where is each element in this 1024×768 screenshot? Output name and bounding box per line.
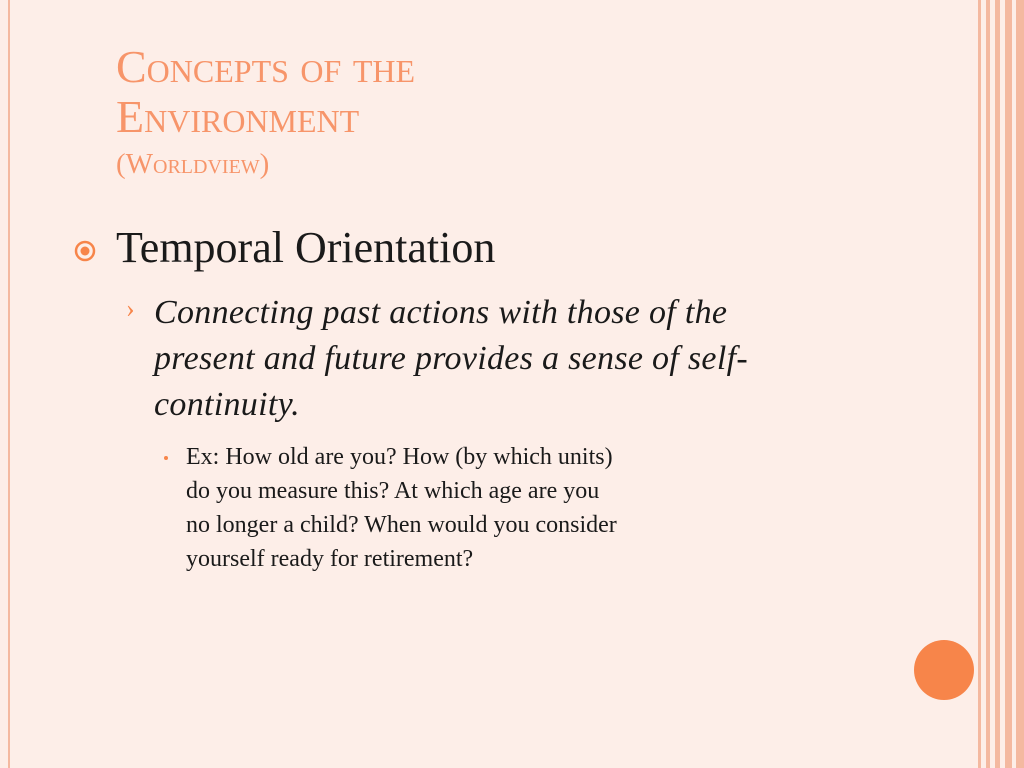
bullet-level-2-text: Connecting past actions with those of the present and future provides a sense of self-continuity. [154, 294, 748, 423]
stripe [995, 0, 1000, 768]
title-line-1: Concepts of the [116, 41, 416, 92]
right-stripes [978, 0, 1024, 768]
stripe [978, 0, 981, 768]
stripe [986, 0, 990, 768]
bullet-level-1 [74, 222, 495, 273]
bullet-level-3-text: Ex: How old are you? How (by which units) do you measure this? At which age are you no longer a child? When would you consider yourself ready for retirement? [186, 444, 617, 572]
stripe [1016, 0, 1024, 768]
dot-bullet-icon [164, 456, 168, 460]
left-edge-line [8, 0, 10, 768]
bullet-level-3 [164, 440, 786, 576]
slide-title [116, 41, 416, 180]
bullet-level-2 [126, 290, 804, 428]
target-bullet-icon [74, 240, 96, 262]
stripe [1005, 0, 1012, 768]
chevron-right-icon: › [126, 294, 135, 323]
title-line-2: Environment [116, 91, 360, 142]
bullet-level-1-text: Temporal Orientation [116, 223, 496, 272]
orange-circle-icon [914, 640, 974, 700]
title-line-3: (Worldview) [116, 148, 270, 180]
